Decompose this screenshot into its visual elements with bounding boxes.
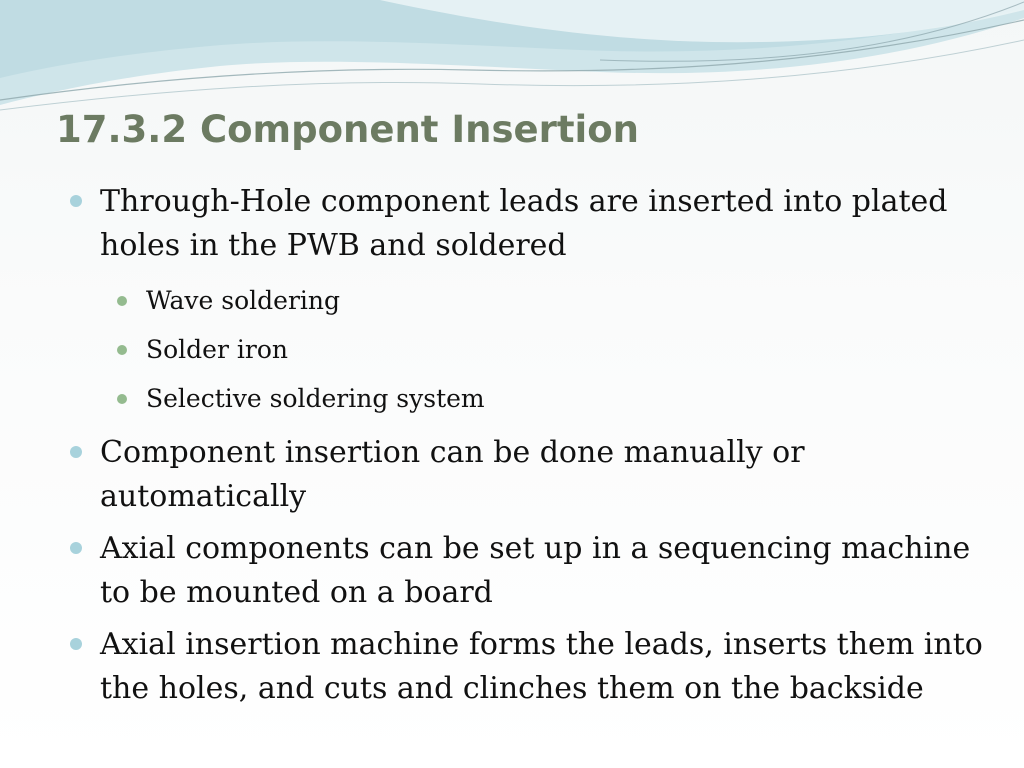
bullet-dot-icon <box>70 638 82 650</box>
sub-bullet-item <box>66 276 996 325</box>
sub-bullet-list <box>66 276 996 423</box>
bullet-dot-icon <box>70 446 82 458</box>
bullet-text: Through-Hole component leads are inserted into plated holes in the PWB and soldered <box>100 184 948 263</box>
bullet-text: Component insertion can be done manually or automatically <box>100 435 805 514</box>
bullet-item <box>66 431 996 519</box>
bullet-dot-icon <box>70 542 82 554</box>
sub-bullet-text: Wave soldering <box>146 286 341 315</box>
slide-body <box>66 180 996 719</box>
sub-bullet-dot-icon <box>117 394 127 404</box>
bullet-item <box>66 180 996 268</box>
sub-bullet-text: Selective soldering system <box>146 384 485 413</box>
bullet-dot-icon <box>70 195 82 207</box>
sub-bullet-item <box>66 374 996 423</box>
sub-bullet-text: Solder iron <box>146 335 288 364</box>
bullet-item <box>66 623 996 711</box>
bullet-text: Axial components can be set up in a sequencing machine to be mounted on a board <box>100 531 971 610</box>
sub-bullet-item <box>66 325 996 374</box>
bullet-text: Axial insertion machine forms the leads, inserts them into the holes, and cuts and clinches them on the backside <box>100 627 983 706</box>
slide-title: 17.3.2 Component Insertion <box>56 108 639 151</box>
sub-bullet-dot-icon <box>117 296 127 306</box>
bullet-item <box>66 527 996 615</box>
sub-bullet-dot-icon <box>117 345 127 355</box>
